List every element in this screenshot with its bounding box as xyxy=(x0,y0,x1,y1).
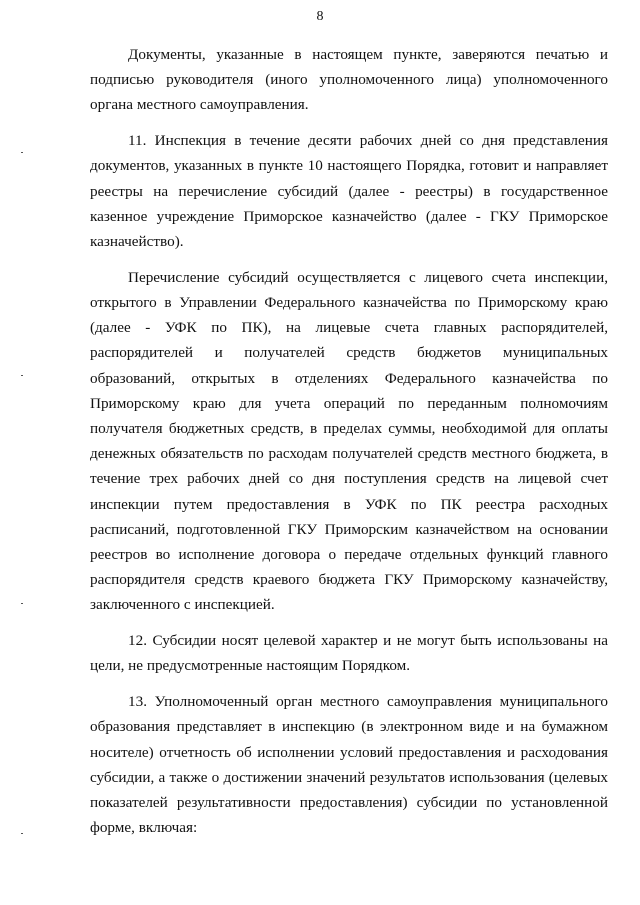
page-number: 8 xyxy=(316,9,324,24)
paragraph-item-12: 12. Субсидии носят целевой характер и не могут быть использованы на цели, не предусмотренные настоящим Порядком. xyxy=(90,632,608,675)
paragraph-item-11: 11. Инспекция в течение десяти рабочих дней со дня представления документов, указанных в пункте 10 настоящего Порядка, готовит и направляет реестры на перечисление субсидий (далее - реестры) в государственное казенное учреждение Приморское казначейство (далее - ГКУ Приморское казначейство). xyxy=(90,132,608,251)
margin-scan-mark xyxy=(21,833,23,834)
margin-scan-mark xyxy=(21,152,23,153)
paragraph-documents-certification: Документы, указанные в настоящем пункте, заверяются печатью и подписью руководителя (иного уполномоченного лица) уполномоченного органа местного самоуправления. xyxy=(90,46,608,114)
margin-scan-mark xyxy=(21,603,23,604)
document-body xyxy=(90,42,608,840)
margin-scan-mark xyxy=(21,375,23,376)
paragraph-item-13: 13. Уполномоченный орган местного самоуправления муниципального образования представляет в инспекцию (в электронном виде и на бумажном носителе) отчетность об исполнении условий предоставления и расходования субсидии, а также о достижении значений результатов использования (целевых показателей результативности предоставления) субсидии по установленной форме, включая: xyxy=(90,693,608,837)
paragraph-subsidy-transfer: Перечисление субсидий осуществляется с лицевого счета инспекции, открытого в Управлении Федерального казначейства по Приморскому краю (далее - УФК по ПК), на лицевые счета главных распорядителей, распорядителей и получателей средств бюджетов муниципальных образований, открытых в отделениях Федерального казначейства по Приморскому краю для учета операций по переданным полномочиям получателя бюджетных средств, в пределах суммы, необходимой для оплаты денежных обязательств по расходам получателей средств местного бюджета, в течение трех рабочих дней со дня поступления средств на лицевой счет инспекции путем предоставления в УФК по ПК реестра расходных расписаний, подготовленной ГКУ Приморским казначейством на основании реестров во исполнение договора о передаче отдельных функций главного распорядителя средств краевого бюджета ГКУ Приморскому казначейству, заключенного с инспекцией. xyxy=(90,268,608,614)
